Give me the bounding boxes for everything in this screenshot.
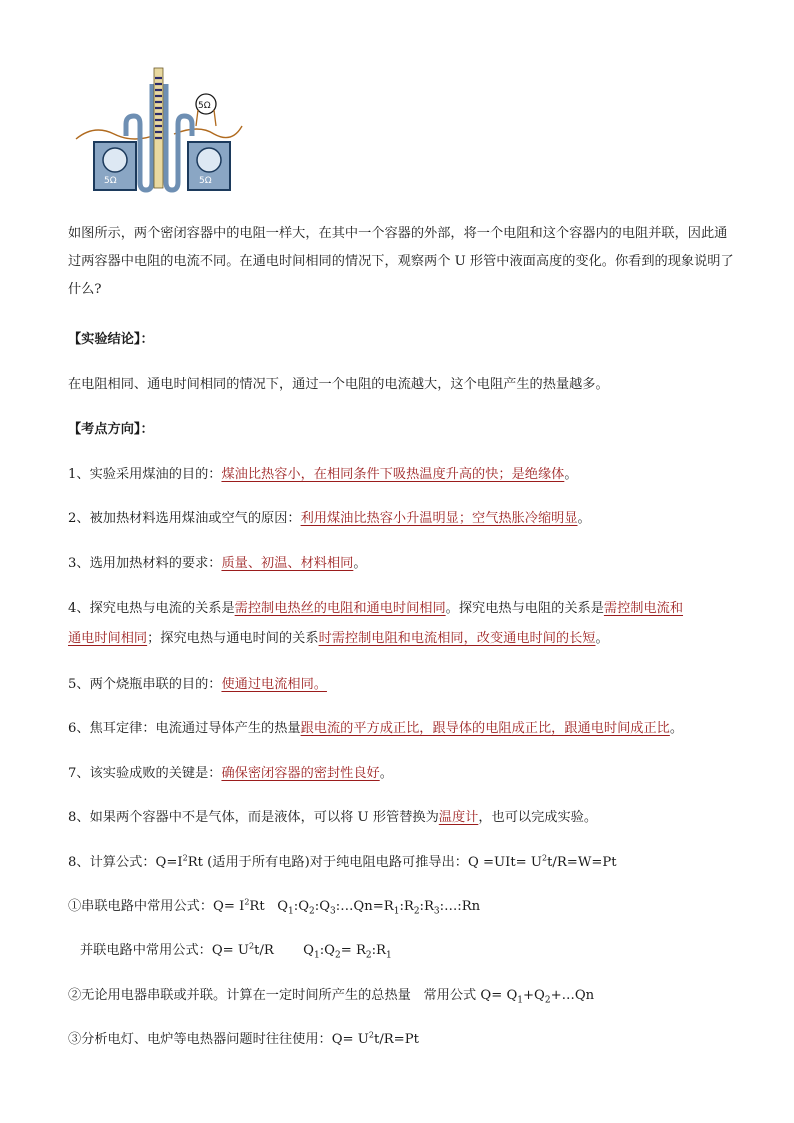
answer-4b-cont: 通电时间相同 (68, 631, 148, 646)
conclusion-heading: 【实验结论】： (68, 332, 154, 347)
experiment-figure (74, 64, 244, 194)
answer-6: 跟电流的平方成正比，跟导体的电阻成正比，跟通电时间成正比 (300, 721, 670, 736)
answer-4a: 需控制电热丝的电阻和通电时间相同 (234, 601, 446, 616)
point-4-line-2: 通电时间相同；探究电热与通电时间的关系时需控制电阻和电流相同，改变通电时间的长短。 (68, 631, 609, 646)
answer-1: 煤油比热容小，在相同条件下吸热温度升高的快；是绝缘体 (221, 467, 565, 482)
intro-paragraph: 如图所示，两个密闭容器中的电阻一样大，在其中一个容器的外部，将一个电阻和这个容器内的电阻并联，因此通过两容器中电阻的电流不同。在通电时间相同的情况下，观察两个 U 形管中液面高度的变化。你看到的现象说明了什么? (68, 226, 734, 297)
answer-2: 利用煤油比热容小升温明显；空气热胀冷缩明显 (300, 511, 578, 526)
answer-8: 温度计 (438, 810, 479, 825)
outside-resistor-label: 5Ω (198, 101, 211, 111)
answer-4b: 需控制电流和 (603, 601, 684, 616)
left-air-chamber (103, 148, 127, 172)
point-3: 3、选用加热材料的要求：质量、初温、材料相同。 (68, 556, 367, 571)
right-air-chamber (197, 148, 221, 172)
formula-series: ①串联电路中常用公式：$Q= I^2Rt$ $Q_1:Q_2:Q_3:\dots Qn=R_1:R_2:R_3:\dots:Rn$ (68, 897, 481, 917)
answer-5: 使通过电流相同。 (221, 677, 327, 692)
point-4-line-1: 4、探究电热与电流的关系是需控制电热丝的电阻和通电时间相同。探究电热与电阻的关系是需控制电流和 (68, 601, 684, 616)
formula-total-heat: ②无论用电器串联或并联。计算在一定时间所产生的总热量 常用公式 $Q= Q_1+Q_2+\dots Qn$ (68, 988, 595, 1006)
formula-heater: ③分析电灯、电炉等电热器问题时往往使用：$Q= U^2t/R=Pt$ (68, 1030, 419, 1047)
point-1: 1、实验采用煤油的目的：煤油比热容小，在相同条件下吸热温度升高的快；是绝缘体。 (68, 467, 578, 482)
left-resistor-label: 5Ω (104, 176, 117, 186)
point-7: 7、该实验成败的关键是：确保密闭容器的密封性良好。 (68, 766, 393, 781)
points-heading: 【考点方向】： (68, 422, 154, 437)
point-6: 6、焦耳定律：电流通过导体产生的热量跟电流的平方成正比，跟导体的电阻成正比，跟通电时间成正比。 (68, 721, 684, 736)
answer-3: 质量、初温、材料相同 (221, 556, 354, 571)
formula-general: 8、计算公式：$Q=I^2Rt$ (适用于所有电路)对于纯电阻电路可推导出：$Q =UIt= U^2t/R=W=Pt$ (68, 853, 617, 870)
wire-right (174, 126, 242, 138)
point-8: 8、如果两个容器中不是气体，而是液体，可以将 U 形管替换为温度计，也可以完成实验。 (68, 810, 598, 825)
wire-left (76, 130, 158, 139)
formula-parallel: 并联电路中常用公式：$Q= U^2t/R$ $Q_1:Q_2=$ $R_2:R_1$ (80, 941, 392, 961)
point-2: 2、被加热材料选用煤油或空气的原因：利用煤油比热容小升温明显；空气热胀冷缩明显。 (68, 511, 591, 526)
answer-7: 确保密闭容器的密封性良好 (221, 766, 380, 781)
answer-4c: 时需控制电阻和电流相同，改变通电时间的长短 (318, 631, 596, 646)
conclusion-text: 在电阻相同、通电时间相同的情况下，通过一个电阻的电流越大，这个电阻产生的热量越多。 (68, 377, 609, 392)
scale-ruler (154, 68, 163, 188)
point-5: 5、两个烧瓶串联的目的：使通过电流相同。 (68, 677, 327, 692)
right-resistor-label: 5Ω (199, 176, 212, 186)
